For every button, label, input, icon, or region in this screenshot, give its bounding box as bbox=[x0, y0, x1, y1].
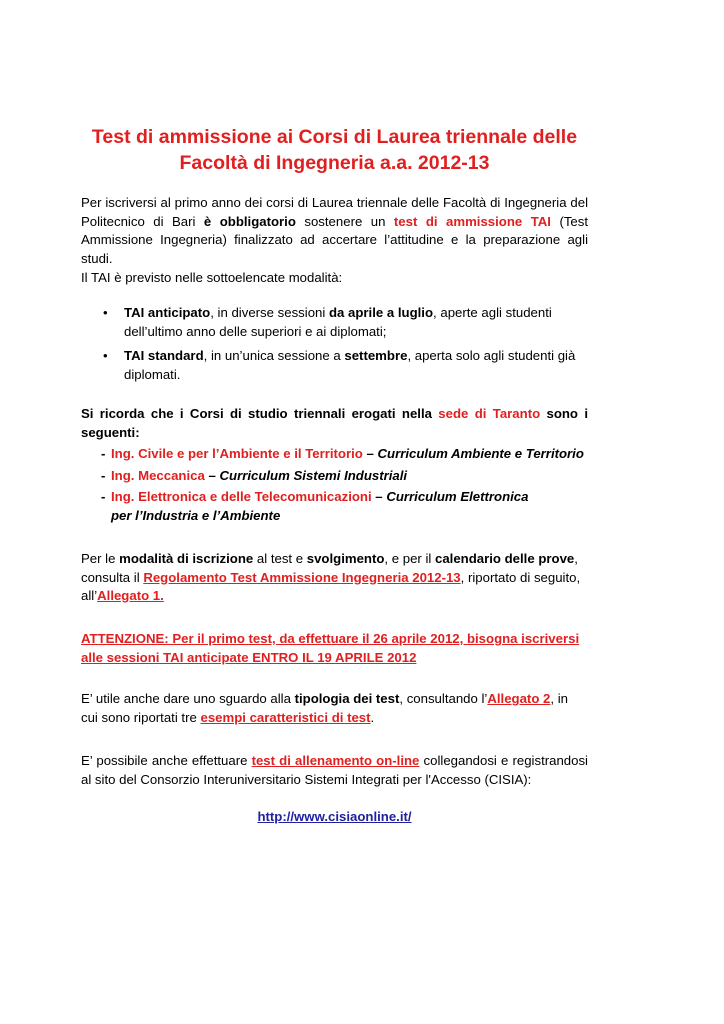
modality-period: settembre bbox=[344, 348, 408, 363]
reg-text-a: Per le bbox=[81, 551, 120, 566]
course-curriculum: Curriculum Elettronica per l’Industria e l’Ambiente bbox=[111, 489, 529, 523]
tip-text-c: , consultando l’ bbox=[399, 691, 488, 706]
list-item bbox=[81, 467, 588, 486]
course-separator: – bbox=[362, 446, 378, 461]
allenamento-link[interactable]: test di allenamento on-line bbox=[251, 753, 420, 768]
dash-marker: - bbox=[101, 467, 106, 483]
course-separator: – bbox=[371, 489, 387, 504]
allegato-2-link[interactable]: Allegato 2 bbox=[487, 691, 551, 706]
course-curriculum: Curriculum Sistemi Industriali bbox=[219, 467, 408, 483]
intro-text-a: Per iscriversi al primo anno dei corsi di Laurea triennale delle Facoltà di Ingegneria del Politecnico di Bari bbox=[81, 195, 588, 229]
modality-period: da aprile a luglio bbox=[328, 305, 434, 320]
modality-name: TAI anticipato bbox=[124, 305, 211, 320]
cisia-link[interactable]: http://www.cisiaonline.it/ bbox=[257, 809, 412, 824]
reg-calendario: calendario delle prove bbox=[435, 551, 575, 566]
intro-paragraph bbox=[81, 194, 588, 268]
taranto-text-b: sono i seguenti: bbox=[81, 406, 588, 440]
title-line-2: Facoltà di Ingegneria a.a. 2012-13 bbox=[179, 152, 490, 174]
list-item bbox=[81, 445, 588, 464]
course-separator: – bbox=[204, 467, 220, 483]
intro-tai-highlight: test di ammissione TAI bbox=[393, 213, 551, 229]
course-name: Ing. Civile e per l’Ambiente e il Territorio bbox=[111, 446, 363, 461]
taranto-lead bbox=[81, 405, 588, 442]
all-text-a: E’ possibile anche effettuare bbox=[81, 753, 252, 768]
tip-text-e: . bbox=[370, 709, 375, 725]
reg-text-e: , consulta il bbox=[81, 551, 578, 585]
tip-tipologia: tipologia dei test bbox=[294, 691, 400, 706]
modality-text-b: , aperta solo agli studenti già diplomati. bbox=[124, 348, 576, 382]
attenzione-notice: ATTENZIONE: Per il primo test, da effettuare il 26 aprile 2012, bisogna iscriversi alle sessioni TAI anticipate ENTRO IL 19 APRILE 2012 bbox=[81, 631, 580, 665]
taranto-sede: sede di Taranto bbox=[438, 406, 541, 421]
course-name: Ing. Elettronica e delle Telecomunicazioni bbox=[111, 489, 372, 504]
dash-marker: - bbox=[101, 446, 106, 461]
cisia-url-line bbox=[81, 808, 588, 827]
course-name: Ing. Meccanica bbox=[111, 467, 205, 483]
allenamento-paragraph bbox=[81, 752, 588, 789]
courses-list bbox=[81, 445, 588, 525]
regolamento-paragraph bbox=[81, 550, 588, 606]
title-line-1: Test di ammissione ai Corsi di Laurea triennale delle bbox=[91, 126, 578, 148]
course-curriculum: Curriculum Ambiente e Territorio bbox=[377, 446, 584, 461]
intro-text-c: (Test Ammissione Ingegneria) finalizzato ad accertare l’attitudine e la preparazione agli studi. bbox=[81, 213, 589, 266]
tip-text-d: , in cui sono riportati tre bbox=[81, 691, 568, 725]
list-item bbox=[81, 347, 588, 384]
taranto-text-a: Si ricorda che i Corsi di studio triennali erogati nella bbox=[81, 406, 439, 421]
allegato-1-link[interactable]: Allegato 1. bbox=[97, 588, 164, 603]
reg-iscrizione: modalità di iscrizione bbox=[119, 551, 254, 566]
modality-name: TAI standard bbox=[124, 348, 204, 363]
tip-esempi: esempi caratteristici di test bbox=[200, 709, 371, 725]
regolamento-link[interactable]: Regolamento Test Ammissione Ingegneria 2012-13 bbox=[143, 569, 461, 585]
modality-text-b: , aperte agli studenti dell’ultimo anno delle superiori e ai diplomati; bbox=[124, 305, 552, 339]
bullet-icon: • bbox=[103, 305, 108, 320]
bullet-icon: • bbox=[103, 348, 108, 363]
intro-modalita: Il TAI è previsto nelle sottoelencate modalità: bbox=[81, 270, 343, 285]
modalities-list bbox=[81, 304, 588, 384]
document-title bbox=[81, 124, 588, 176]
reg-svolgimento: svolgimento bbox=[306, 551, 385, 566]
list-item bbox=[81, 304, 588, 341]
intro-obbligatorio: è obbligatorio bbox=[203, 213, 296, 229]
tip-text-a: E’ utile anche dare uno sguardo alla bbox=[81, 691, 295, 706]
reg-text-c: al test e bbox=[253, 551, 307, 566]
dash-marker: - bbox=[101, 489, 106, 504]
modality-text-a: , in diverse sessioni bbox=[210, 305, 329, 320]
reg-text-d: , e per il bbox=[384, 551, 435, 566]
all-text-b: collegandosi e registrandosi al sito del Consorzio Interuniversitario Sistemi Integrati per l'Accesso (CISIA): bbox=[81, 753, 588, 787]
reg-text-f: , riportato di seguito, all’ bbox=[81, 569, 581, 603]
modality-text-a: , in un’unica sessione a bbox=[203, 348, 345, 363]
tipologia-paragraph bbox=[81, 690, 588, 727]
list-item bbox=[81, 488, 588, 525]
intro-text-b: sostenere un bbox=[295, 213, 394, 229]
